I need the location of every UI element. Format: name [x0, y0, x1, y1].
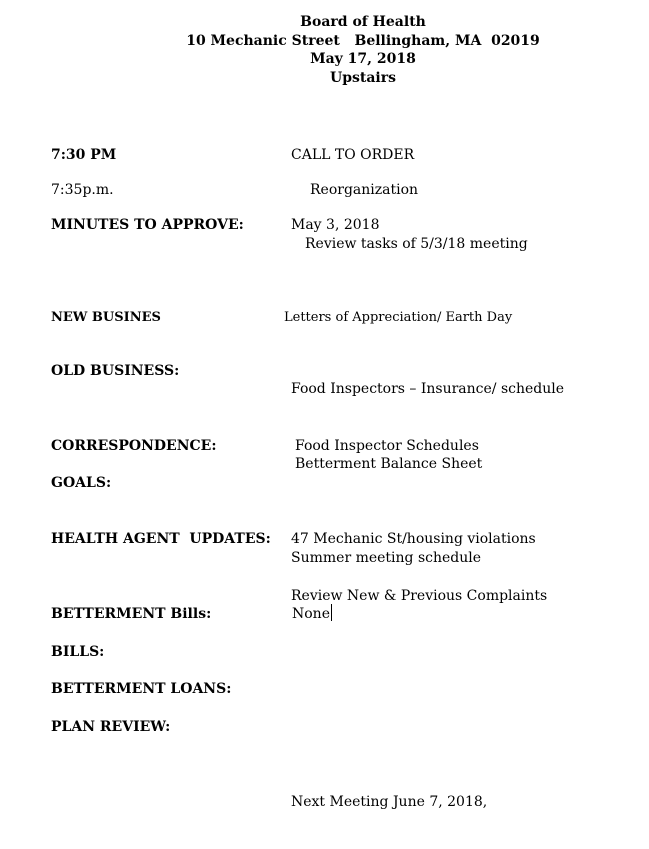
betterment-bills-value[interactable]: None — [292, 606, 330, 622]
health-agent-item: Review New & Previous Complaints — [291, 588, 548, 604]
text-cursor — [331, 604, 332, 621]
call-to-order-time: 7:30 PM — [51, 147, 117, 163]
correspondence-item: Betterment Balance Sheet — [295, 456, 483, 472]
health-agent-label: HEALTH AGENT UPDATES: — [51, 531, 271, 547]
org-address: 10 Mechanic Street Bellingham, MA 02019 — [186, 32, 540, 49]
old-business-item: Food Inspectors – Insurance/ schedule — [291, 381, 565, 397]
betterment-loans-label: BETTERMENT LOANS: — [51, 681, 232, 697]
health-agent-item: 47 Mechanic St/housing violations — [291, 531, 536, 547]
meeting-date: May 17, 2018 — [310, 51, 416, 67]
betterment-bills-label: BETTERMENT Bills: — [51, 606, 212, 622]
correspondence-label: CORRESPONDENCE: — [51, 438, 217, 454]
minutes-date: May 3, 2018 — [291, 217, 380, 233]
minutes-label: MINUTES TO APPROVE: — [51, 217, 244, 233]
document-header — [0, 13, 649, 87]
old-business-label: OLD BUSINESS: — [51, 363, 180, 379]
org-title: Board of Health — [300, 14, 426, 30]
call-to-order-item: CALL TO ORDER — [291, 147, 415, 163]
next-meeting: Next Meeting June 7, 2018, — [291, 794, 488, 810]
reorganization-time: 7:35p.m. — [51, 182, 114, 198]
correspondence-item: Food Inspector Schedules — [295, 438, 479, 454]
minutes-review: Review tasks of 5/3/18 meeting — [305, 236, 528, 252]
goals-label: GOALS: — [51, 475, 112, 491]
reorganization-item: Reorganization — [310, 182, 419, 198]
meeting-location: Upstairs — [330, 69, 396, 86]
health-agent-item: Summer meeting schedule — [291, 550, 482, 566]
plan-review-label: PLAN REVIEW: — [51, 719, 171, 735]
new-business-item: Letters of Appreciation/ Earth Day — [284, 310, 513, 325]
bills-label: BILLS: — [51, 644, 105, 660]
new-business-label: NEW BUSINES — [51, 310, 161, 325]
